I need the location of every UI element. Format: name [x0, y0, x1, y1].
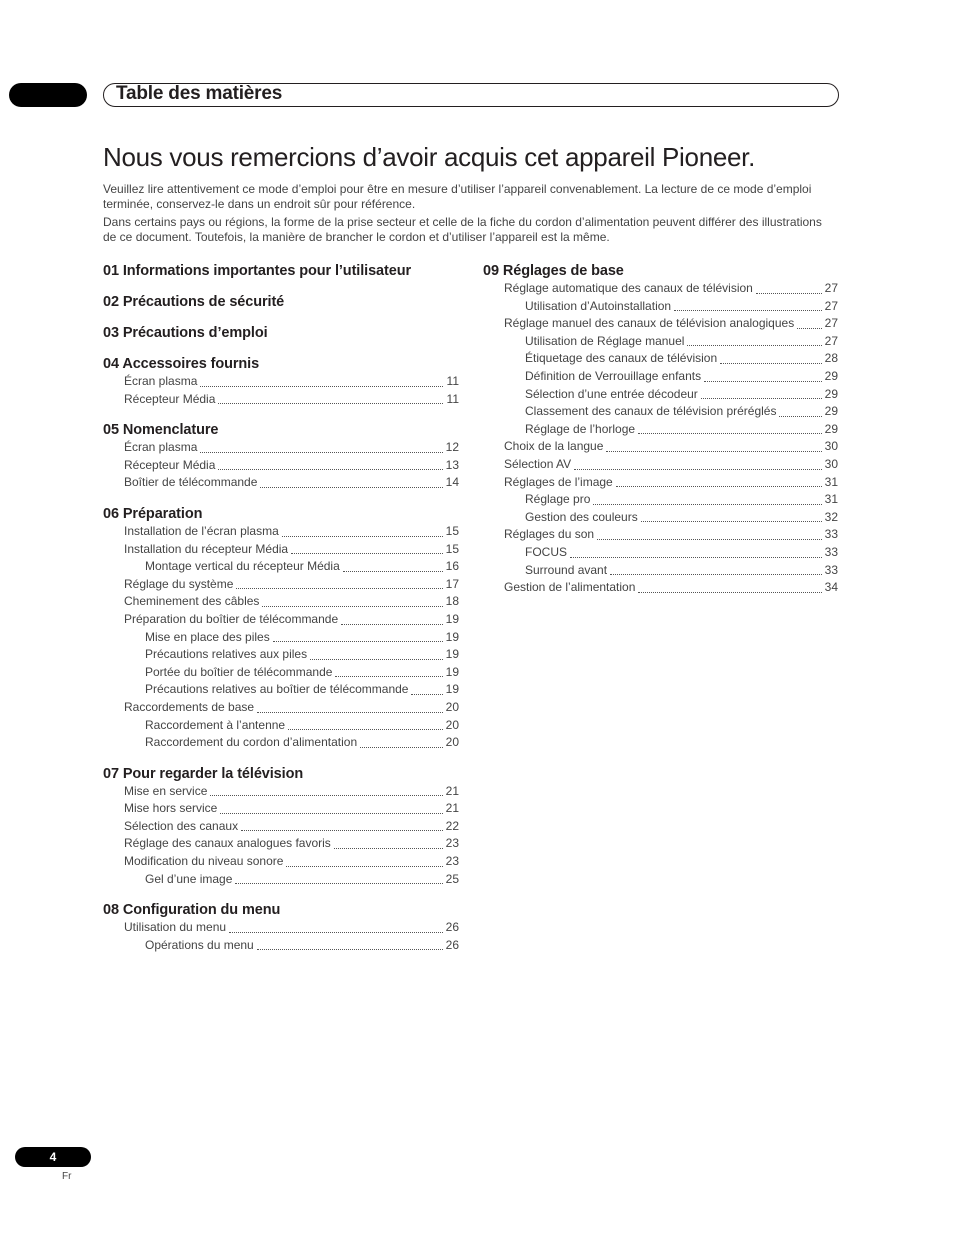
- dot-leader: [291, 552, 443, 554]
- toc-entry-page: 21: [445, 783, 459, 798]
- toc-entry[interactable]: [483, 350, 838, 368]
- toc-left-column: [103, 262, 459, 967]
- toc-entry-page: 19: [445, 611, 459, 626]
- toc-entry-page: 19: [445, 629, 459, 644]
- toc-entry-text: Étiquetage des canaux de télévision: [525, 351, 718, 366]
- toc-entry-text: Portée du boîtier de télécommande: [145, 664, 333, 679]
- toc-entry-page: 32: [824, 509, 838, 524]
- toc-section: [103, 293, 459, 311]
- toc-entry-text: Modification du niveau sonore: [124, 854, 284, 869]
- dot-leader: [641, 520, 822, 522]
- dot-leader: [286, 865, 443, 867]
- dot-leader: [210, 794, 443, 796]
- toc-entry-text: Sélection des canaux: [124, 818, 239, 833]
- toc-entry[interactable]: [103, 783, 459, 801]
- toc-entry[interactable]: [103, 474, 459, 492]
- dot-leader: [597, 538, 822, 540]
- toc-entry-text: Réglage pro: [525, 492, 591, 507]
- toc-entry-page: 30: [824, 456, 838, 471]
- toc-entry[interactable]: [483, 579, 838, 597]
- toc-entry-text: Raccordement à l’antenne: [145, 717, 286, 732]
- toc-entry[interactable]: [483, 491, 838, 509]
- toc-entry-page: 12: [445, 440, 459, 455]
- toc-entry-page: 26: [445, 937, 459, 952]
- toc-entry-page: 20: [445, 717, 459, 732]
- dot-leader: [282, 535, 443, 537]
- toc-entry[interactable]: [483, 315, 838, 333]
- toc-section: [483, 262, 838, 597]
- toc-section-title[interactable]: 01 Informations importantes pour l’utilisateur: [103, 263, 412, 279]
- dot-leader: [218, 402, 443, 404]
- toc-entry[interactable]: [103, 664, 459, 682]
- dot-leader: [720, 362, 822, 364]
- section-title: Table des matières: [116, 83, 283, 104]
- toc-entry-page: 27: [824, 298, 838, 313]
- toc-entry-page: 19: [445, 682, 459, 697]
- toc-entry-text: Opérations du menu: [145, 937, 254, 952]
- toc-entry[interactable]: [103, 681, 459, 699]
- toc-entry-page: 29: [824, 386, 838, 401]
- toc-entry-text: Écran plasma: [124, 374, 198, 388]
- toc-entry-text: Réglage du système: [124, 576, 234, 591]
- dot-leader: [335, 675, 443, 677]
- toc-entry[interactable]: [483, 509, 838, 527]
- toc-entry[interactable]: [103, 523, 459, 541]
- toc-entry-page: 33: [824, 544, 838, 559]
- toc-entry-text: Utilisation d’Autoinstallation: [525, 298, 672, 313]
- dot-leader: [241, 829, 443, 831]
- toc-entry-text: Montage vertical du récepteur Média: [145, 559, 340, 574]
- toc-entry-text: Précautions relatives aux piles: [145, 647, 308, 662]
- toc-entry[interactable]: [103, 919, 459, 937]
- toc-entry-text: Réglages de l’image: [504, 474, 613, 489]
- toc-right-column: [483, 262, 838, 610]
- toc-section: [103, 505, 459, 752]
- toc-entry[interactable]: [483, 526, 838, 544]
- dot-leader: [260, 486, 443, 488]
- toc-section-title[interactable]: 02 Précautions de sécurité: [103, 294, 285, 310]
- toc-entry-page: 25: [445, 871, 459, 886]
- toc-entry-page: 17: [445, 576, 459, 591]
- dot-leader: [257, 948, 443, 950]
- toc-entry-text: Mise en service: [124, 783, 208, 798]
- toc-section: [103, 765, 459, 889]
- toc-section-title[interactable]: 05 Nomenclature: [103, 422, 219, 439]
- toc-entry-page: 11: [446, 374, 459, 388]
- toc-entry-text: Boîtier de télécommande: [124, 475, 258, 490]
- dot-leader: [235, 882, 443, 884]
- toc-entry[interactable]: [483, 403, 838, 421]
- toc-entry-page: 11: [446, 391, 459, 406]
- dot-leader: [638, 591, 822, 593]
- toc-entry-page: 16: [445, 559, 459, 574]
- toc-section-title[interactable]: 08 Configuration du menu: [103, 902, 281, 919]
- toc-section-title[interactable]: 07 Pour regarder la télévision: [103, 765, 304, 782]
- toc-entry-text: Récepteur Média: [124, 391, 216, 406]
- toc-entry-text: Raccordement du cordon d’alimentation: [145, 735, 358, 750]
- toc-entry[interactable]: [103, 541, 459, 559]
- dot-leader: [797, 327, 822, 329]
- dot-leader: [334, 847, 443, 849]
- dot-leader: [220, 812, 443, 814]
- toc-entry-page: 33: [824, 562, 838, 577]
- toc-entry-text: Définition de Verrouillage enfants: [525, 368, 702, 383]
- toc-entry-text: Gestion des couleurs: [525, 509, 638, 524]
- dot-leader: [229, 931, 443, 933]
- toc-entry[interactable]: [103, 835, 459, 853]
- toc-entry[interactable]: [103, 593, 459, 611]
- dot-leader: [200, 385, 443, 387]
- toc-entry-page: 29: [824, 421, 838, 436]
- toc-entry-page: 15: [445, 541, 459, 556]
- toc-entry-page: 20: [445, 699, 459, 714]
- toc-entry-page: 31: [824, 492, 838, 507]
- toc-entry[interactable]: [483, 298, 838, 316]
- toc-entry-page: 27: [824, 281, 838, 295]
- toc-entry-page: 20: [445, 735, 459, 750]
- toc-entry-page: 22: [445, 818, 459, 833]
- toc-entry-page: 15: [445, 523, 459, 538]
- toc-entry-page: 19: [445, 664, 459, 679]
- toc-section: [103, 355, 459, 408]
- toc-entry-text: Réglage manuel des canaux de télévision analogiques: [504, 316, 795, 331]
- toc-entry[interactable]: [103, 646, 459, 664]
- toc-entry[interactable]: [103, 871, 459, 889]
- dot-leader: [411, 693, 443, 695]
- dot-leader: [704, 380, 822, 382]
- toc-entry-text: Surround avant: [525, 562, 608, 577]
- toc-entry[interactable]: [483, 456, 838, 474]
- dot-leader: [288, 728, 443, 730]
- toc-entry-page: 14: [445, 475, 459, 490]
- toc-entry-text: Gel d’une image: [145, 871, 233, 886]
- toc-entry-text: Gestion de l’alimentation: [504, 580, 636, 595]
- toc-entry[interactable]: [483, 386, 838, 404]
- toc-entry[interactable]: [103, 629, 459, 647]
- toc-entry[interactable]: [483, 438, 838, 456]
- toc-entry[interactable]: [103, 800, 459, 818]
- toc-entry-text: Installation de l’écran plasma: [124, 523, 279, 538]
- toc-entry-text: FOCUS: [525, 544, 567, 559]
- toc-section-title[interactable]: 04 Accessoires fournis: [103, 356, 260, 372]
- header-tab-marker: [9, 83, 87, 107]
- toc-entry-page: 21: [445, 801, 459, 816]
- toc-entry-text: Réglage automatique des canaux de télévision: [504, 281, 753, 295]
- toc-entry[interactable]: [483, 474, 838, 492]
- toc-entry[interactable]: [483, 421, 838, 439]
- toc-entry[interactable]: [483, 544, 838, 562]
- dot-leader: [218, 468, 443, 470]
- dot-leader: [779, 415, 822, 417]
- toc-entry[interactable]: [483, 333, 838, 351]
- intro-paragraph: Dans certains pays ou régions, la forme de la prise secteur et celle de la fiche du cordon d’alimentation peuvent différer des illustrations de ce document. Toutefois, la manière de brancher le cordon et d’utiliser l’appareil est la même.: [103, 215, 822, 244]
- toc-entry-page: 27: [824, 316, 838, 331]
- toc-entry-text: Mise hors service: [124, 801, 218, 816]
- toc-entry-text: Réglages du son: [504, 527, 595, 542]
- toc-entry[interactable]: [103, 818, 459, 836]
- toc-section-title[interactable]: 06 Préparation: [103, 505, 203, 522]
- toc-entry-page: 13: [445, 457, 459, 472]
- toc-entry-text: Sélection AV: [504, 456, 572, 471]
- dot-leader: [236, 587, 443, 589]
- toc-entry-page: 23: [445, 854, 459, 869]
- toc-entry-text: Utilisation de Réglage manuel: [525, 333, 685, 348]
- toc-entry[interactable]: [483, 280, 838, 298]
- toc-entry-text: Réglage des canaux analogues favoris: [124, 836, 331, 851]
- toc-entry-text: Classement des canaux de télévision préréglés: [525, 404, 777, 419]
- toc-entry-text: Sélection d’une entrée décodeur: [525, 386, 698, 401]
- dot-leader: [674, 309, 822, 311]
- toc-entry-text: Précautions relatives au boîtier de télécommande: [145, 682, 409, 697]
- toc-entry-page: 34: [824, 580, 838, 595]
- dot-leader: [570, 556, 822, 558]
- toc-entry-text: Réglage de l’horloge: [525, 421, 636, 436]
- dot-leader: [756, 292, 822, 294]
- toc-entry-text: Écran plasma: [124, 440, 198, 455]
- toc-entry-page: 30: [824, 439, 838, 454]
- toc-entry[interactable]: [483, 562, 838, 580]
- dot-leader: [273, 640, 443, 642]
- toc-entry[interactable]: [103, 611, 459, 629]
- dot-leader: [343, 570, 443, 572]
- intro-paragraph: Veuillez lire attentivement ce mode d’emploi pour être en mesure d’utiliser l’appareil convenablement. La lecture de ce mode d’emploi terminée, conservez-le dans un endroit sûr pour référence.: [103, 182, 812, 211]
- toc-section: [103, 421, 459, 492]
- toc-entry[interactable]: [483, 368, 838, 386]
- toc-entry-page: 31: [824, 474, 838, 489]
- toc-entry-page: 23: [445, 836, 459, 851]
- toc-entry[interactable]: [103, 734, 459, 752]
- toc-entry[interactable]: [103, 457, 459, 475]
- toc-entry-text: Mise en place des piles: [145, 629, 270, 644]
- toc-section: [103, 901, 459, 954]
- language-code: Fr: [62, 1171, 72, 1182]
- toc-entry[interactable]: [103, 853, 459, 871]
- toc-entry-text: Préparation du boîtier de télécommande: [124, 611, 339, 626]
- dot-leader: [701, 397, 822, 399]
- toc-section: [103, 262, 459, 280]
- toc-entry-page: 19: [445, 647, 459, 662]
- toc-entry[interactable]: [103, 937, 459, 955]
- toc-entry[interactable]: [103, 576, 459, 594]
- toc-entry-text: Installation du récepteur Média: [124, 541, 289, 556]
- toc-entry-text: Raccordements de base: [124, 699, 255, 714]
- toc-section: [103, 324, 459, 342]
- dot-leader: [360, 746, 443, 748]
- toc-entry-text: Utilisation du menu: [124, 920, 227, 935]
- dot-leader: [262, 605, 443, 607]
- toc-entry-page: 18: [445, 594, 459, 609]
- toc-section-title[interactable]: 09 Réglages de base: [483, 263, 624, 279]
- dot-leader: [610, 573, 822, 575]
- toc-entry-page: 29: [824, 404, 838, 419]
- toc-entry-text: Cheminement des câbles: [124, 594, 260, 609]
- dot-leader: [574, 468, 822, 470]
- toc-entry-text: Récepteur Média: [124, 457, 216, 472]
- page-number-badge: 4: [15, 1147, 91, 1167]
- dot-leader: [310, 658, 443, 660]
- toc-entry[interactable]: [103, 373, 459, 391]
- toc-entry-page: 27: [824, 333, 838, 348]
- toc-entry-text: Choix de la langue: [504, 439, 604, 454]
- dot-leader: [200, 451, 443, 453]
- dot-leader: [687, 344, 822, 346]
- dot-leader: [341, 623, 443, 625]
- dot-leader: [593, 503, 822, 505]
- dot-leader: [606, 450, 822, 452]
- toc-section-title[interactable]: 03 Précautions d’emploi: [103, 325, 268, 341]
- toc-entry[interactable]: [103, 717, 459, 735]
- toc-entry[interactable]: [103, 391, 459, 409]
- dot-leader: [616, 485, 822, 487]
- toc-entry-page: 29: [824, 368, 838, 383]
- toc-entry-page: 33: [824, 527, 838, 542]
- toc-entry[interactable]: [103, 439, 459, 457]
- page-heading: Nous vous remercions d’avoir acquis cet appareil Pioneer.: [103, 142, 756, 172]
- dot-leader: [257, 711, 443, 713]
- dot-leader: [638, 432, 822, 434]
- toc-entry[interactable]: [103, 699, 459, 717]
- toc-entry-page: 28: [824, 351, 838, 366]
- toc-entry-page: 26: [445, 920, 459, 935]
- toc-entry[interactable]: [103, 558, 459, 576]
